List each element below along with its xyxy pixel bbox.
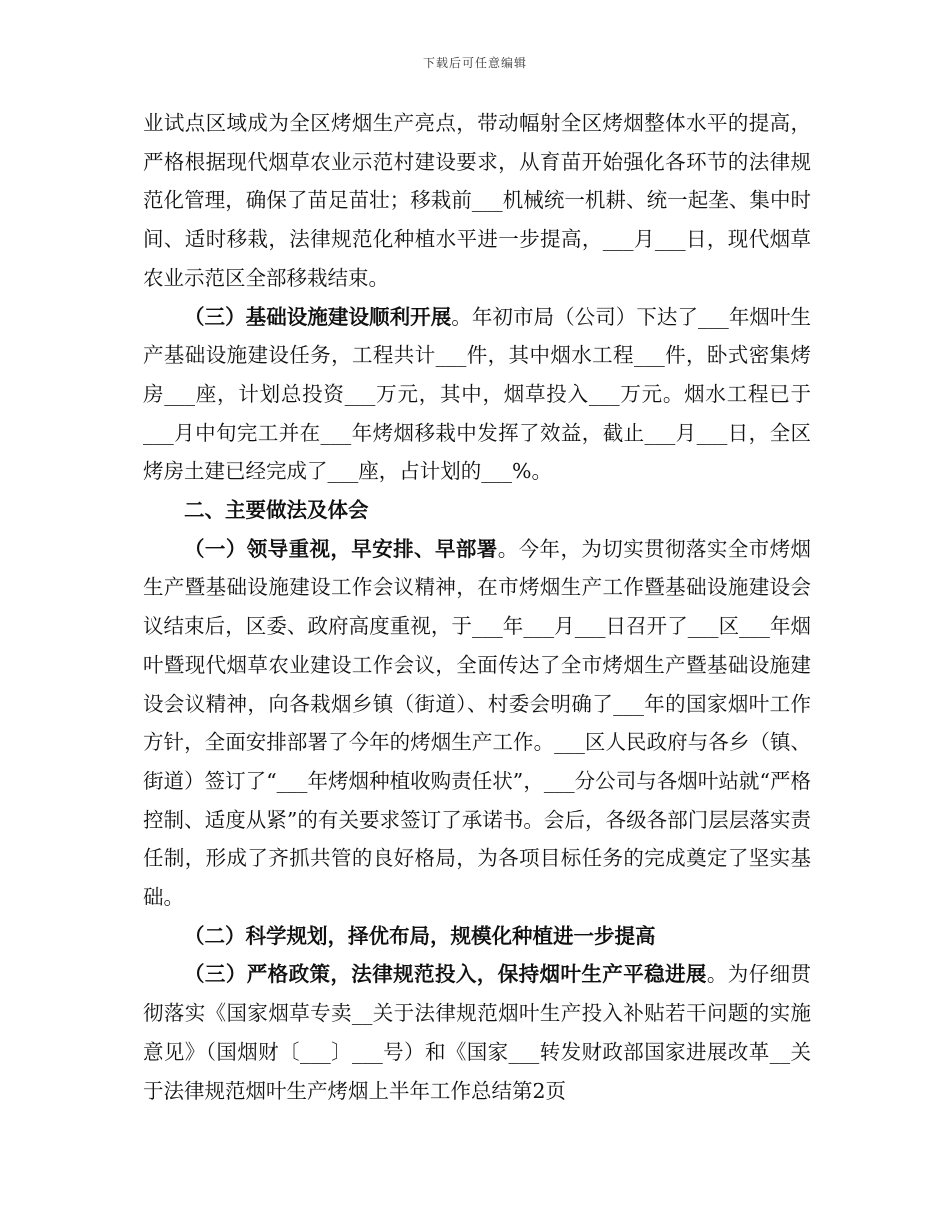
- paragraph-5-heading: （三）严格政策，法律规范投入，保持烟叶生产平稳进展: [184, 962, 707, 987]
- section-heading-2: 二、主要做法及体会: [184, 498, 369, 523]
- paragraph-5-text: 。为仔细贯彻落实《国家烟草专卖__关于法律规范烟叶生产投入补贴若干问题的实施意见》（国烟财〔___〕___号）和《国家___转发财政部国家进展改革__关于法律规范烟叶生产烤烟上半年工作总结第2页: [143, 962, 811, 1103]
- paragraph-3-text: 。今年，为切实贯彻落实全市烤烟生产暨基础设施建设工作会议精神，在市烤烟生产工作暨基础设施建设会议结束后，区委、政府高度重视，于___年___月___日召开了___区___年烟叶暨现代烟草农业建设工作会议，全面传达了全市烤烟生产暨基础设施建设会议精神，向各栽烟乡镇（街道）、村委会明确了___年的国家烟叶工作方针，全面安排部署了今年的烤烟生产工作。___区人民政府与各乡（镇、街道）签订了“___年烤烟种植收购责任状”，___分公司与各烟叶站就“严格控制、适度从紧”的有关要求签订了承诺书。会后，各级各部门层层落实责任制，形成了齐抓共管的良好格局，为各项目标任务的完成奠定了坚实基础。: [143, 536, 812, 910]
- paragraph-2-text: 。年初市局（公司）下达了___年烟叶生产基础设施建设任务，工程共计___件，其中烟水工程___件，卧式密集烤房___座，计划总投资___万元，其中，烟草投入___万元。烟水工程已于___月中旬完工并在___年烤烟移栽中发挥了效益，截止___月___日，全区烤房土建已经完成了___座，占计划的___%。: [143, 304, 812, 484]
- paragraph-1: 业试点区域成为全区烤烟生产亮点，带动幅射全区烤烟整体水平的提高，严格根据现代烟草农业示范村建设要求，从育苗开始强化各环节的法律规范化管理，确保了苗足苗壮；移栽前___机械统一机耕、统一起垄、集中时间、适时移栽，法律规范化种植水平进一步提高，___月___日，现代烟草农业示范区全部移栽结束。: [143, 111, 811, 290]
- paragraph-2-heading: （三）基础设施建设顺利开展: [184, 304, 452, 329]
- paragraph-4-heading: （二）科学规划，择优布局，规模化种植进一步提高: [184, 923, 656, 948]
- page-header: 下载后可任意编辑: [422, 56, 527, 70]
- paragraph-3-heading: （一）领导重视，早安排、早部署: [184, 536, 498, 561]
- paragraph-3: [143, 530, 811, 917]
- paragraph-2: [143, 298, 811, 492]
- document-body: [143, 104, 811, 1110]
- paragraph-5: [143, 955, 811, 1110]
